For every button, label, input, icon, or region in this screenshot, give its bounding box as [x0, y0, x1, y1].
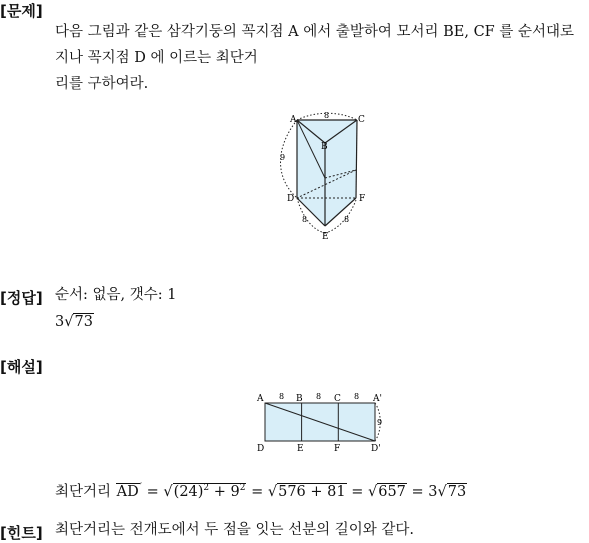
net-seg-1: 8: [279, 392, 285, 401]
formula-coef: 3: [428, 483, 438, 500]
explanation-label: [해설]: [0, 358, 43, 376]
sqrt-symbol: √: [163, 483, 173, 500]
vertex-E: E: [322, 232, 329, 242]
net-top-C: C: [334, 394, 341, 404]
answer-radicand: 73: [74, 314, 93, 330]
edge-label-EF: 8: [344, 215, 350, 224]
sqrt-symbol: √: [267, 483, 278, 500]
segment-prime: ′: [139, 482, 143, 493]
net-figure: [250, 387, 390, 455]
answer-coef: 3: [55, 314, 65, 330]
problem-line-2: 지나 꼭지점 D 에 이르는 최단거: [55, 50, 258, 66]
explanation-formula: 최단거리 $AD' = √(24)^2 + 9^2 = √576 + 81 = √657 = 3√73$: [55, 482, 467, 500]
vertex-B: B: [321, 142, 328, 152]
answer-value: [55, 312, 94, 332]
net-bottom-D: D: [257, 444, 265, 454]
vertex-F: F: [359, 194, 366, 204]
radicand-2: 576 + 81: [278, 483, 346, 500]
net-bottom-Dprime: D': [371, 444, 381, 454]
net-top-Aprime: A': [373, 394, 382, 404]
hint-label: [힌트]: [0, 524, 43, 542]
segment-AD: AD: [116, 483, 139, 500]
formula-prefix: 최단거리: [55, 483, 116, 500]
problem-label: [문제]: [0, 2, 43, 20]
sqrt-symbol: √: [437, 483, 447, 500]
net-seg-3: 8: [354, 392, 360, 401]
edge-label-AD: 9: [280, 153, 286, 162]
net-bottom-F: F: [334, 444, 341, 454]
radicand-1-plus: + 9: [209, 483, 240, 500]
vertex-A: A: [290, 115, 297, 125]
net-top-A: A: [257, 394, 264, 404]
net-seg-2: 8: [316, 392, 322, 401]
net-bottom-E: E: [297, 444, 304, 454]
radicand-1: [173, 483, 247, 500]
vertex-D: D: [287, 194, 295, 204]
exponent-2: 2: [239, 483, 246, 493]
sqrt-symbol: √: [367, 483, 378, 500]
edge-label-DE: 8: [302, 215, 308, 224]
answer-line-1: 순서: 없음, 갯수: 1: [55, 287, 177, 303]
hint-text: 최단거리는 전개도에서 두 점을 잇는 선분의 길이와 같다.: [55, 522, 415, 538]
net-top-B: B: [296, 394, 303, 404]
problem-line-3: 리를 구하여라.: [55, 76, 149, 92]
net-height: 9: [377, 418, 383, 427]
radicand-4: 73: [447, 483, 467, 500]
sqrt-symbol: √: [64, 314, 74, 330]
radicand-3: 657: [378, 483, 406, 500]
problem-line-1: 다음 그림과 같은 삼각기둥의 꼭지점 A 에서 출발하여 모서리 BE, CF 를 순서대로: [55, 24, 574, 40]
answer-label: [정답]: [0, 289, 43, 307]
exponent-1: 2: [203, 483, 210, 493]
edge-label-AC: 8: [324, 111, 330, 120]
prism-figure: [270, 108, 380, 243]
vertex-C: C: [358, 115, 365, 125]
radicand-1-base: (24): [173, 483, 204, 500]
